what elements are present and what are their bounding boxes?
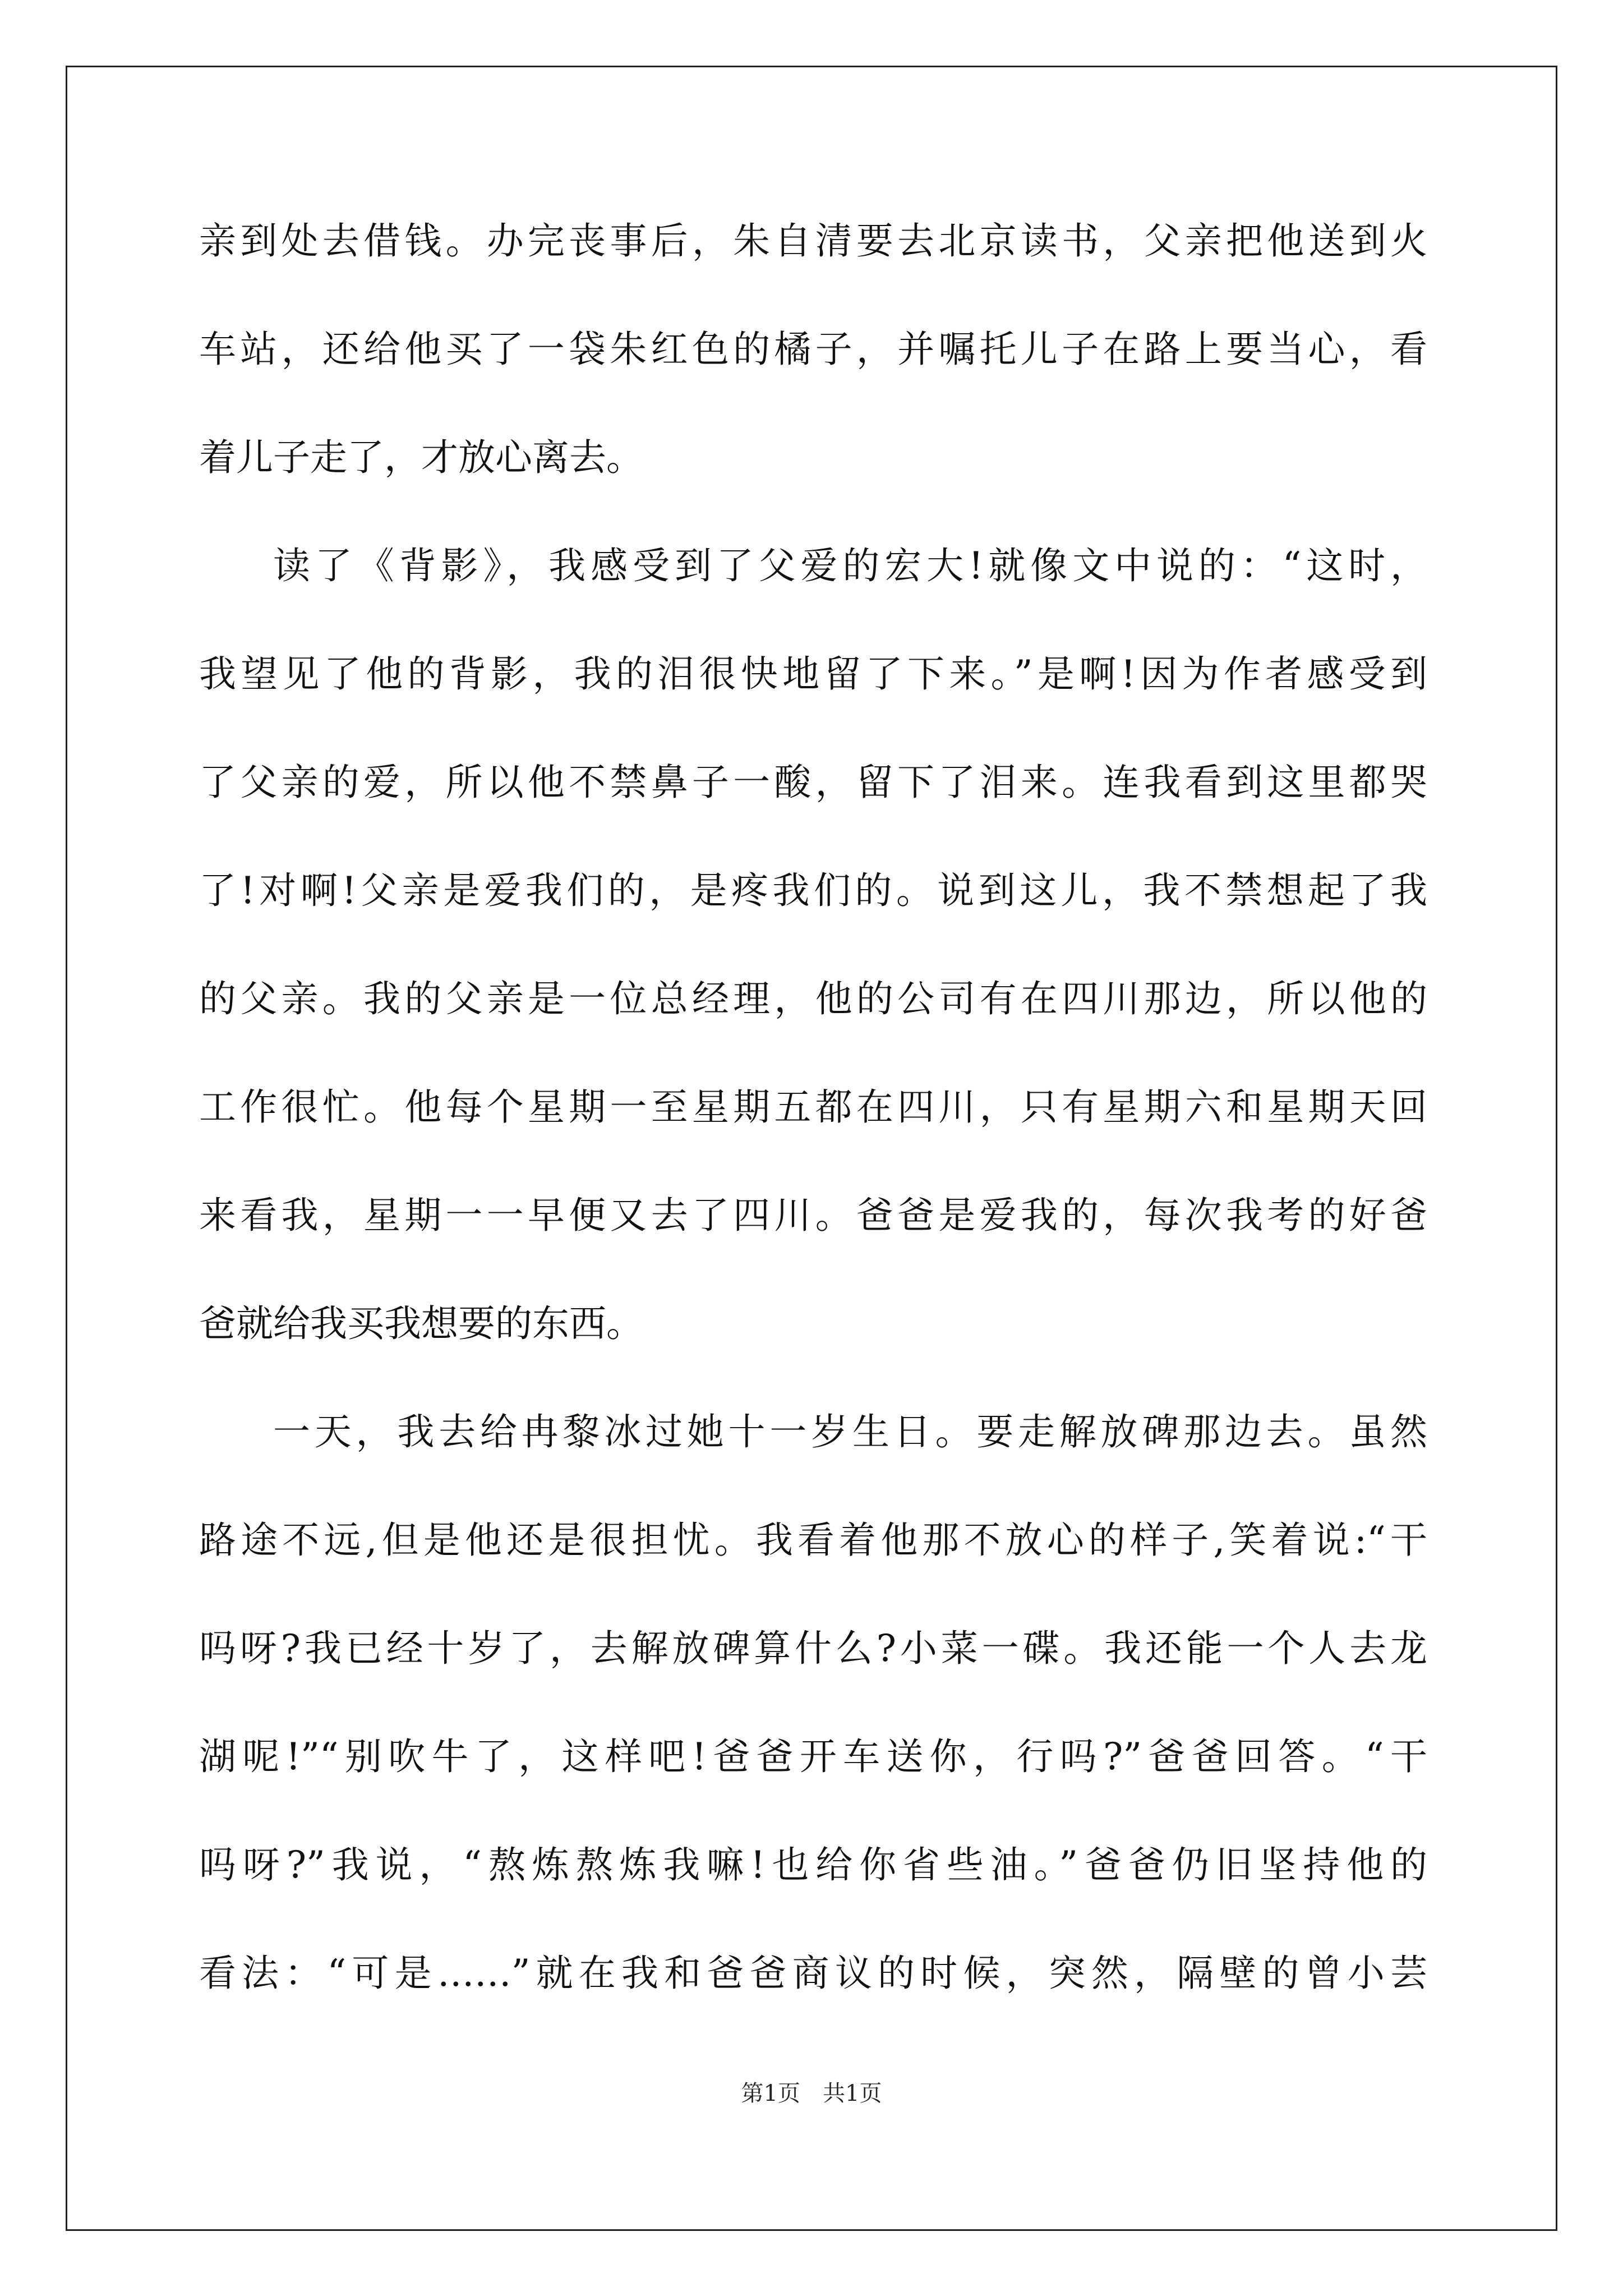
text-line: 着儿子走了，才放心离去。 (199, 436, 643, 479)
paragraph-start-line: 一天，我去给冉黎冰过她十一岁生日。要走解放碑那边去。虽然 (273, 1410, 1427, 1453)
text-line: 爸就给我买我想要的东西。 (199, 1302, 643, 1345)
text-line: 车站，还给他买了一袋朱红色的橘子，并嘱托儿子在路上要当心，看 (199, 328, 1427, 371)
text-line: 我望见了他的背影，我的泪很快地留了下来。”是啊!因为作者感受到 (199, 652, 1427, 696)
page-number-footer: 第1页 共1页 (741, 2081, 882, 2106)
text-line: 吗呀?”我说，“熬炼熬炼我嘛!也给你省些油。”爸爸仍旧坚持他的 (199, 1843, 1427, 1887)
text-line: 亲到处去借钱。办完丧事后，朱自清要去北京读书，父亲把他送到火 (199, 219, 1427, 263)
text-line: 来看我，星期一一早便又去了四川。爸爸是爱我的，每次我考的好爸 (199, 1194, 1427, 1237)
text-line: 路途不远,但是他还是很担忧。我看着他那不放心的样子,笑着说:“干 (199, 1519, 1427, 1562)
text-line: 了父亲的爱，所以他不禁鼻子一酸，留下了泪来。连我看到这里都哭 (199, 761, 1427, 804)
text-line: 的父亲。我的父亲是一位总经理，他的公司有在四川那边，所以他的 (199, 977, 1427, 1020)
text-line: 了!对啊!父亲是爱我们的，是疼我们的。说到这儿，我不禁想起了我 (199, 869, 1427, 912)
paragraph-start-line: 读了《背影》，我感受到了父爱的宏大!就像文中说的：“这时， (273, 544, 1427, 587)
text-line: 湖呢!”“别吹牛了，这样吧!爸爸开车送你，行吗?”爸爸回答。“干 (199, 1735, 1427, 1778)
text-line: 吗呀?我已经十岁了，去解放碑算什么?小菜一碟。我还能一个人去龙 (199, 1627, 1427, 1670)
text-line: 工作很忙。他每个星期一至星期五都在四川，只有星期六和星期天回 (199, 1085, 1427, 1129)
document-body (199, 219, 1427, 2058)
text-line: 看法：“可是……”就在我和爸爸商议的时候，突然，隔壁的曾小芸 (199, 1952, 1427, 1995)
